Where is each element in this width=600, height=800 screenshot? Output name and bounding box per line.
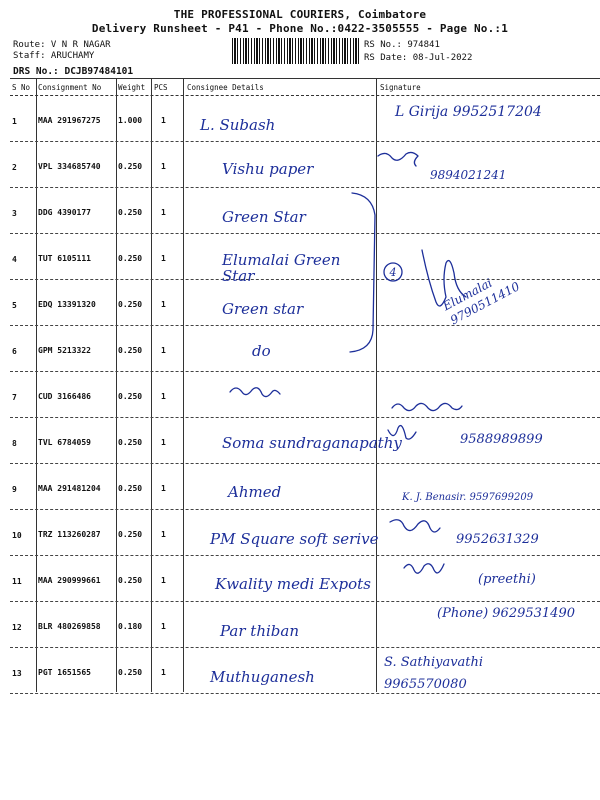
signature-scribble [388, 426, 416, 440]
row-pcs: 1 [161, 300, 166, 309]
row-pcs: 1 [161, 668, 166, 677]
consignee-handwriting: Ahmed [228, 483, 282, 501]
signature-handwriting: 9894021241 [430, 168, 507, 182]
signature-handwriting: L Girija 9952517204 [395, 104, 542, 120]
row-sno: 13 [12, 669, 22, 678]
row-consignment: CUD 3166486 [38, 392, 91, 401]
row-consignment: DDG 4390177 [38, 208, 91, 217]
row-consignment: VPL 334685740 [38, 162, 101, 171]
row-weight: 0.250 [118, 668, 143, 677]
signature-handwriting: (preethi) [478, 572, 536, 587]
row-consignment: EDQ 13391320 [38, 300, 96, 309]
consignee-handwriting: do [252, 342, 271, 360]
signature-scribble [390, 520, 440, 532]
consignee-handwriting: Par thiban [220, 622, 299, 640]
row-consignment: TVL 6784059 [38, 438, 91, 447]
col-signature: Signature [380, 83, 421, 92]
row-weight: 0.250 [118, 484, 143, 493]
consignee-handwriting: Muthuganesh [210, 668, 315, 686]
row-consignment: TUT 6105111 [38, 254, 91, 263]
row-sno: 1 [12, 117, 17, 126]
drs-number: DRS No.: DCJB97484101 [13, 66, 134, 77]
row-sno: 2 [12, 163, 17, 172]
consignee-handwriting: Kwality medi Expots [215, 575, 371, 593]
row-sno: 10 [12, 531, 22, 540]
row-consignment: MAA 290999661 [38, 576, 101, 585]
consignee-handwriting: L. Subash [200, 116, 276, 134]
row-consignment: MAA 291967275 [38, 116, 101, 125]
signature-scribble [230, 388, 280, 397]
row-weight: 0.250 [118, 254, 143, 263]
row-pcs: 1 [161, 438, 166, 447]
signature-handwriting: (Phone) 9629531490 [437, 606, 575, 621]
route-label: Route: V N R NAGAR [13, 40, 111, 50]
col-weight: Weight [118, 83, 146, 92]
row-consignment: MAA 291481204 [38, 484, 101, 493]
consignee-handwriting: Green star [222, 300, 304, 318]
row-pcs: 1 [161, 484, 166, 493]
signature-handwriting: K. J. Benasir. 9597699209 [402, 492, 534, 503]
row-pcs: 1 [161, 576, 166, 585]
row-weight: 0.250 [118, 300, 143, 309]
rs-number: RS No.: 974841 [364, 40, 440, 50]
consignee-handwriting: Elumalai Green Star [222, 251, 341, 285]
staff-label: Staff: ARUCHAMY [13, 51, 95, 61]
row-sno: 4 [12, 255, 17, 264]
company-title: THE PROFESSIONAL COURIERS, Coimbatore [173, 8, 427, 21]
row-consignment: PGT 1651565 [38, 668, 91, 677]
signature-stroke [422, 250, 466, 306]
consignee-handwriting: Green Star [222, 208, 306, 226]
row-weight: 0.250 [118, 576, 143, 585]
row-sno: 6 [12, 347, 17, 356]
row-consignment: GPM 5213322 [38, 346, 91, 355]
row-pcs: 1 [161, 208, 166, 217]
row-sno: 3 [12, 209, 17, 218]
signature-scribble [404, 564, 444, 573]
row-pcs: 1 [161, 622, 166, 631]
col-pcs: PCS [154, 83, 168, 92]
row-weight: 0.250 [118, 530, 143, 539]
consignee-handwriting: PM Square soft serive [210, 530, 379, 548]
row-weight: 0.250 [118, 208, 143, 217]
col-sno: S No [12, 83, 31, 92]
row-weight: 0.250 [118, 346, 143, 355]
signature-handwriting: 9952631329 [456, 532, 539, 547]
row-sno: 12 [12, 623, 22, 632]
col-consignment: Consignment No [38, 83, 102, 92]
row-pcs: 1 [161, 116, 166, 125]
rs-date: RS Date: 08-Jul-2022 [364, 53, 473, 63]
row-weight: 1.000 [118, 116, 143, 125]
row-pcs: 1 [161, 392, 166, 401]
row-weight: 0.250 [118, 392, 143, 401]
row-weight: 0.180 [118, 622, 143, 631]
consignee-handwriting: Vishu paper [222, 160, 314, 178]
row-sno: 11 [12, 577, 22, 586]
grouping-bracket [350, 193, 375, 352]
row-weight: 0.250 [118, 162, 143, 171]
row-consignment: TRZ 113260287 [38, 530, 101, 539]
signature-scribble [392, 403, 462, 410]
row-pcs: 1 [161, 254, 166, 263]
row-weight: 0.250 [118, 438, 143, 447]
row-sno: 7 [12, 393, 17, 402]
row-sno: 8 [12, 439, 17, 448]
signature-handwriting: Elumalai 9790511410 [440, 275, 522, 328]
signature-handwriting: 9588989899 [460, 432, 543, 447]
row-consignment: BLR 480269858 [38, 622, 101, 631]
row-sno: 9 [12, 485, 17, 494]
runsheet-subtitle: Delivery Runsheet - P41 - Phone No.:0422-3505555 - Page No.:1 [91, 22, 509, 35]
row-pcs: 1 [161, 530, 166, 539]
consignee-handwriting: Soma sundraganapathy [222, 434, 402, 452]
row-pcs: 1 [161, 162, 166, 171]
circle-mark-number: 4 [389, 266, 397, 279]
col-consignee: Consignee Details [187, 83, 264, 92]
row-sno: 5 [12, 301, 17, 310]
signature-scribble [378, 152, 418, 166]
row-pcs: 1 [161, 346, 166, 355]
signature-handwriting: S. Sathiyavathi 9965570080 [384, 655, 484, 692]
